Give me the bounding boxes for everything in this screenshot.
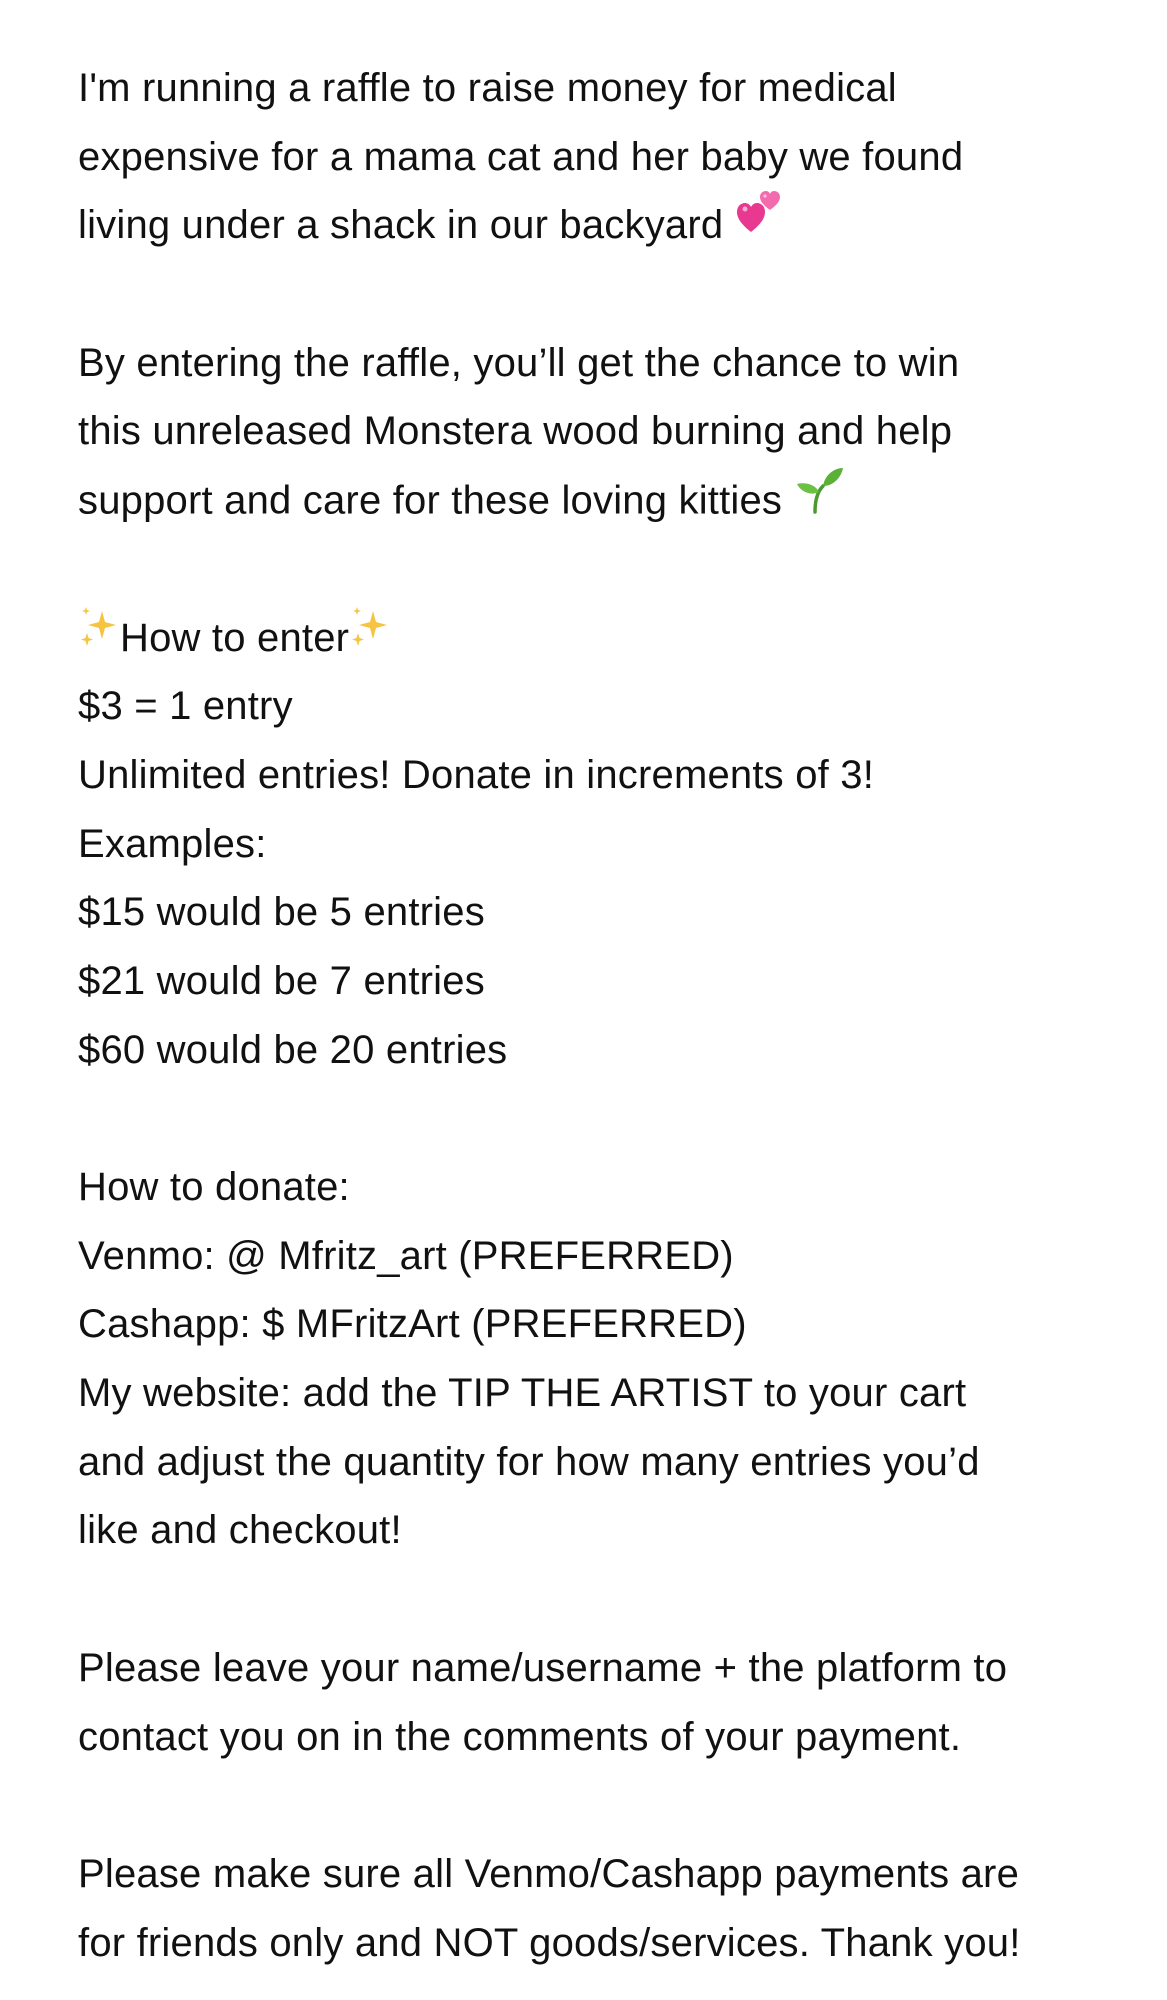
two-hearts-icon <box>735 188 785 260</box>
spacer <box>78 1084 1138 1153</box>
examples-label: Examples: <box>78 821 267 866</box>
note-body <box>78 54 1138 1977</box>
intro-line-3-text: living under a shack in our backyard <box>78 203 724 248</box>
payments-note-line-2: for friends only and NOT goods/services. Thank you! <box>78 1920 1021 1965</box>
comments-note-line-1: Please leave your name/username + the platform to <box>78 1645 1008 1690</box>
how-to-donate-heading: How to donate: <box>78 1165 350 1209</box>
venmo-line: Venmo: @ Mfritz_art (PREFERRED) <box>78 1233 734 1278</box>
payments-note-line-1: Please make sure all Venmo/Cashapp payments are <box>78 1851 1020 1896</box>
spacer <box>78 1771 1138 1840</box>
website-line-2: and adjust the quantity for how many entries you’d <box>78 1439 980 1484</box>
seedling-icon <box>793 462 845 536</box>
unlimited-entries: Unlimited entries! Donate in increments of 3! <box>78 752 875 797</box>
spacer <box>78 260 1138 329</box>
example-item: $21 would be 7 entries <box>78 958 485 1003</box>
raffle-line-3-text: support and care for these loving kitties <box>78 478 783 523</box>
spacer <box>78 535 1138 604</box>
website-line-1: My website: add the TIP THE ARTIST to your cart <box>78 1371 967 1416</box>
website-line-3: like and checkout! <box>78 1508 402 1553</box>
how-to-enter-heading <box>78 604 1138 673</box>
comments-note-line-2: contact you on in the comments of your payment. <box>78 1714 962 1759</box>
entry-price: $3 = 1 entry <box>78 684 293 729</box>
example-item: $60 would be 20 entries <box>78 1027 508 1072</box>
raffle-line-3 <box>78 466 1138 535</box>
how-to-enter-text: How to enter <box>120 615 350 660</box>
sparkles-icon <box>78 602 120 671</box>
cashapp-line: Cashapp: $ MFritzArt (PREFERRED) <box>78 1302 747 1347</box>
raffle-line-2: this unreleased Monstera wood burning and help <box>78 409 953 454</box>
intro-line-1: I'm running a raffle to raise money for medical <box>78 66 897 110</box>
spacer <box>78 1565 1138 1634</box>
raffle-line-1: By entering the raffle, you’ll get the chance to win <box>78 340 960 385</box>
example-item: $15 would be 5 entries <box>78 890 485 935</box>
intro-line-3 <box>78 191 1138 260</box>
intro-line-2: expensive for a mama cat and her baby we found <box>78 134 964 179</box>
sparkles-icon <box>349 602 391 671</box>
